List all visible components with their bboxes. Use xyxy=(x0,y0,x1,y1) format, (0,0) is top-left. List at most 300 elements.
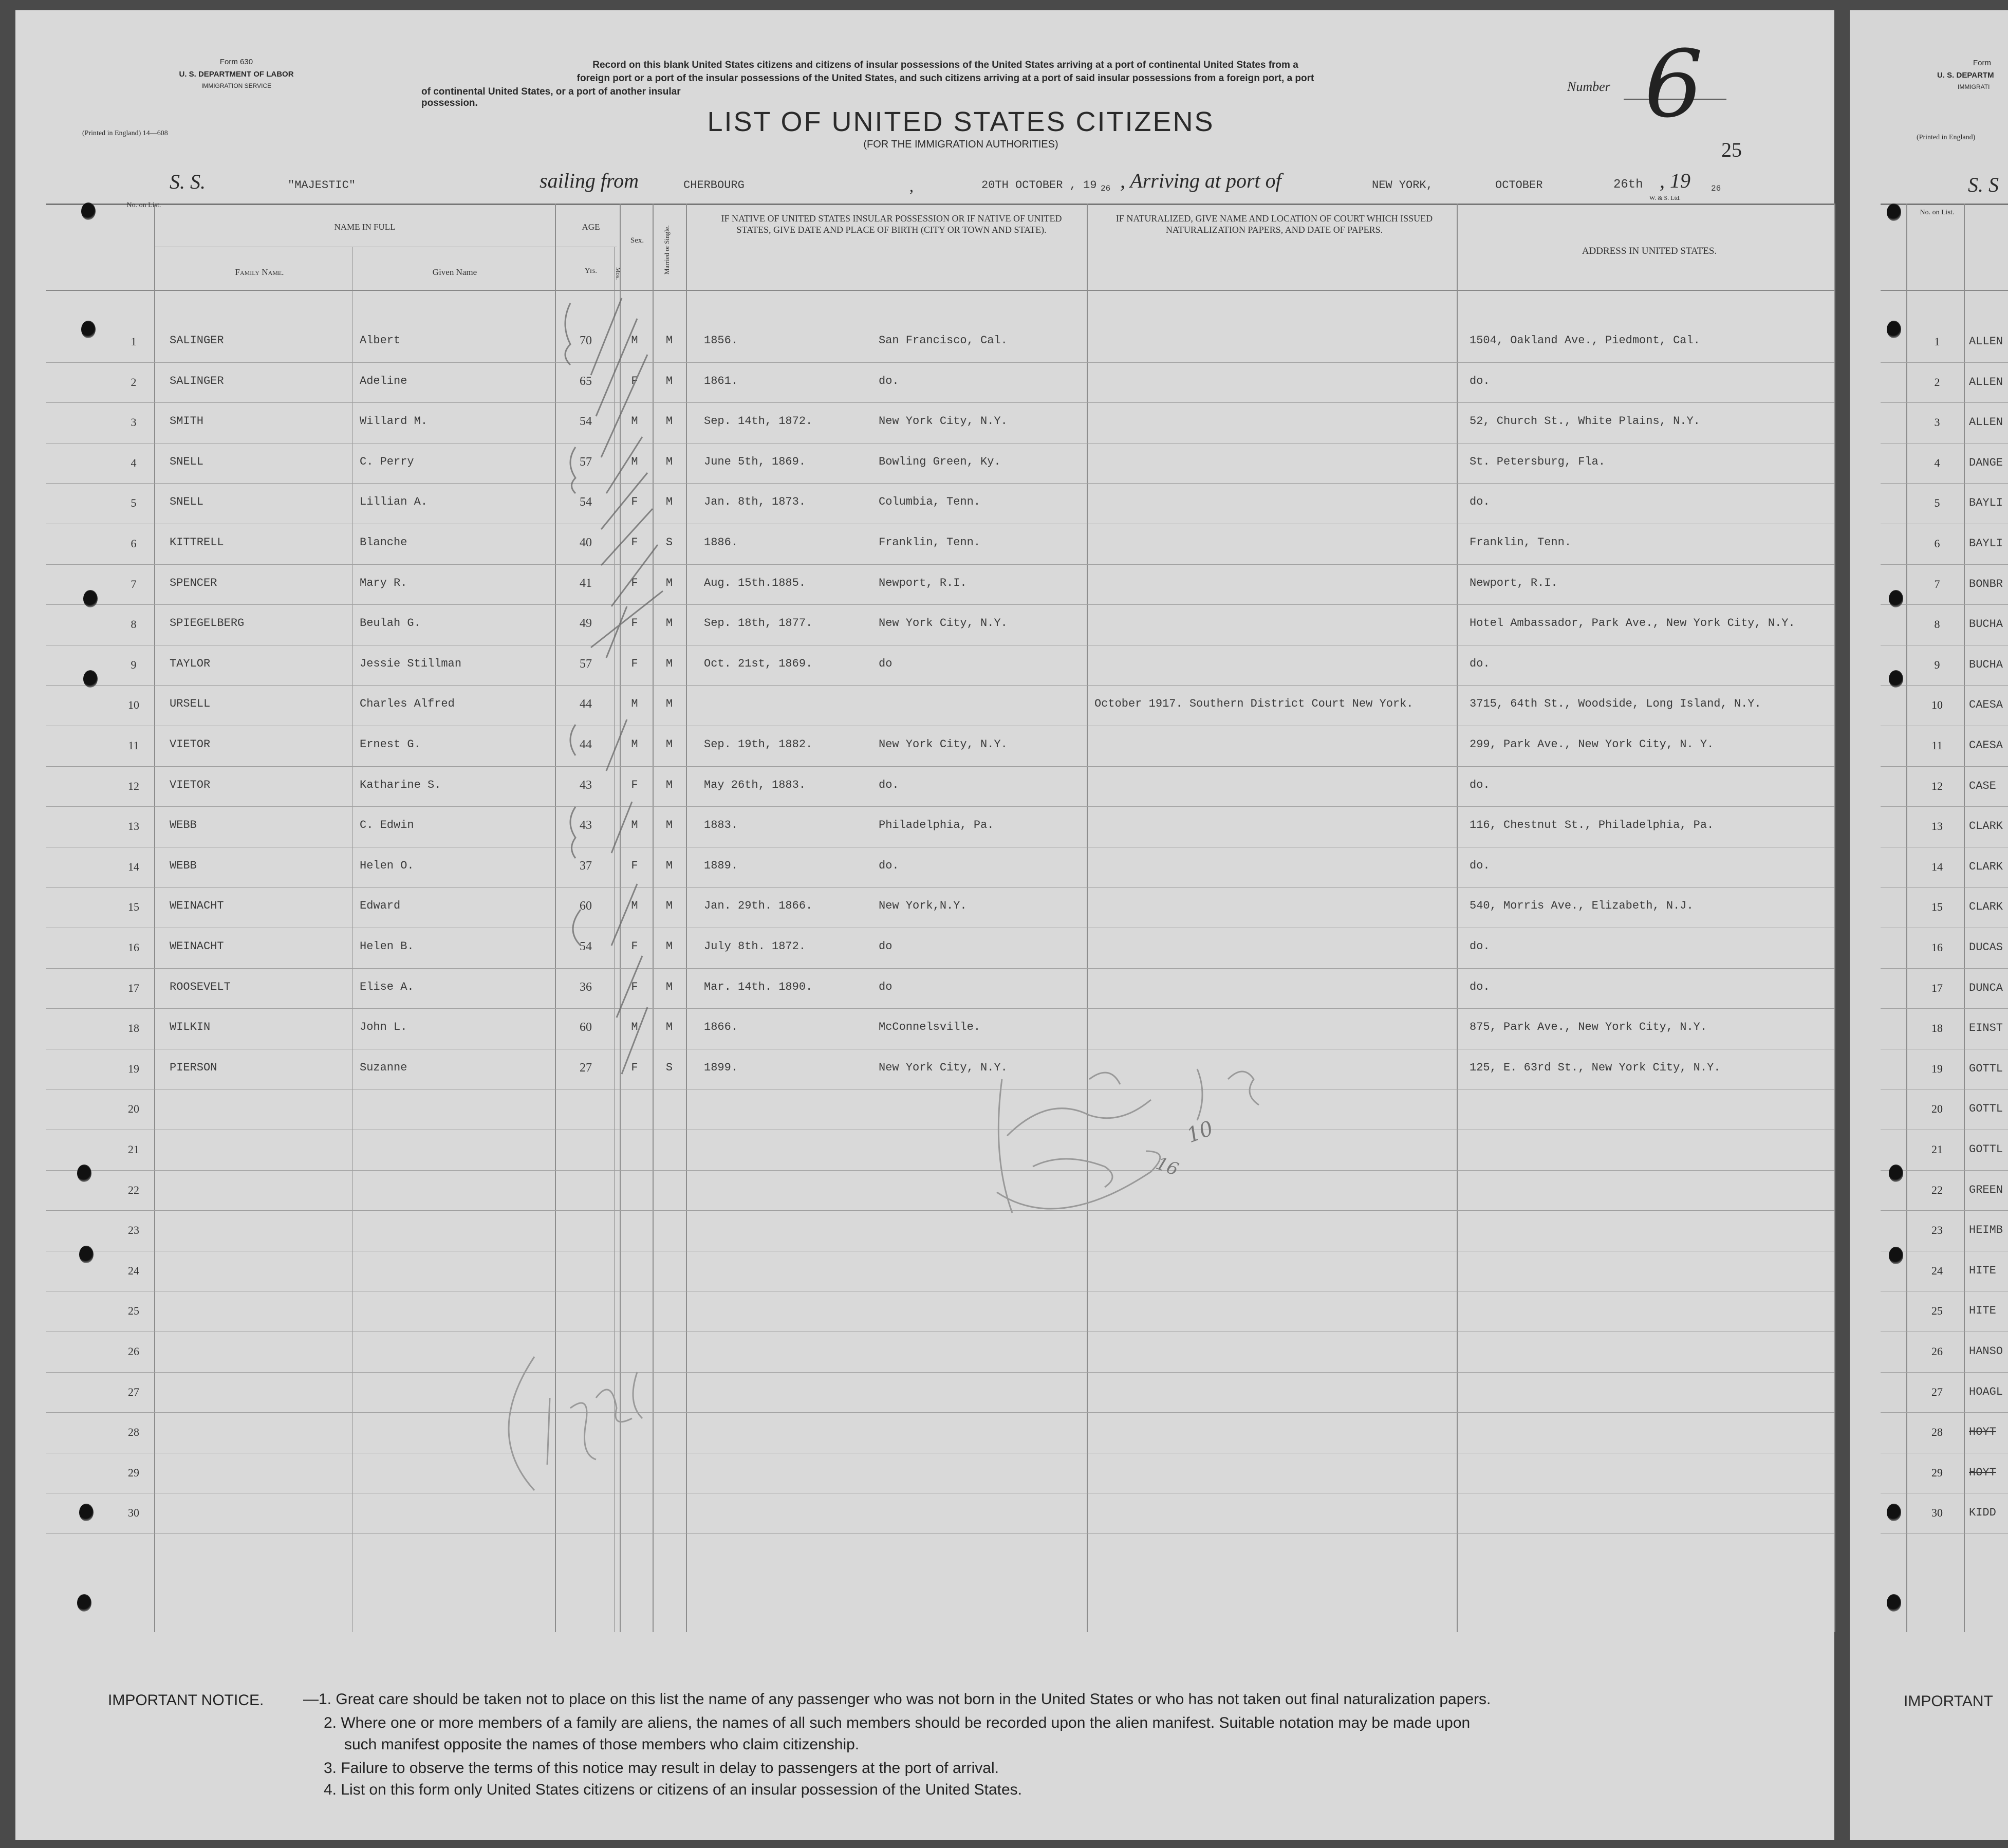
cell-sex: F xyxy=(631,536,638,549)
cell-place: Philadelphia, Pa. xyxy=(879,819,994,832)
header-naturalized: IF NATURALIZED, GIVE NAME AND LOCATION OF COURT WHICH ISSUED NATURALIZATION PAPERS, AND DATE OF PAPERS. xyxy=(1115,213,1433,235)
cell-addr: do. xyxy=(1470,980,1490,993)
adj-row-number: 23 xyxy=(1931,1224,1943,1237)
cell-date: June 5th, 1869. xyxy=(704,455,806,468)
cell-addr: do. xyxy=(1470,495,1490,509)
adj-family-name: CLARK xyxy=(1969,900,2003,914)
cell-date: Sep. 19th, 1882. xyxy=(704,738,813,751)
adj-row-number: 28 xyxy=(1931,1426,1943,1439)
adj-row-number: 24 xyxy=(1931,1264,1943,1277)
cell-addr: 116, Chestnut St., Philadelphia, Pa. xyxy=(1470,819,1714,832)
punch-hole xyxy=(1889,1247,1903,1264)
cell-given: John L. xyxy=(360,1021,407,1034)
adj-row-number: 3 xyxy=(1934,416,1940,429)
cell-family: WEBB xyxy=(170,859,197,872)
cell-family: SPIEGELBERG xyxy=(170,617,245,630)
cell-ms: M xyxy=(665,495,673,509)
cell-given: Helen O. xyxy=(360,859,414,872)
row-number: 26 xyxy=(128,1345,139,1358)
adj-row-number: 19 xyxy=(1931,1062,1943,1075)
row-number: 20 xyxy=(128,1102,139,1116)
header-address: ADDRESS IN UNITED STATES. xyxy=(1582,246,1717,256)
arrival-year-label: , 19 xyxy=(1660,169,1690,192)
table-row xyxy=(15,1334,1834,1373)
table-row xyxy=(15,606,1834,645)
table-row xyxy=(15,889,1834,928)
cell-place: Newport, R.I. xyxy=(879,576,967,589)
cell-given: Albert xyxy=(360,334,401,347)
adj-family-name: CASE xyxy=(1969,779,1996,792)
cell-ms: M xyxy=(665,980,673,993)
cell-sex: M xyxy=(631,899,638,913)
cell-place: New York City, N.Y. xyxy=(879,617,1008,630)
cell-sex: F xyxy=(631,657,638,670)
cell-given: Ernest G. xyxy=(360,738,421,751)
header-native: IF NATIVE OF UNITED STATES INSULAR POSSESSION OR IF NATIVE OF UNITED STATES, GIVE DATE AND PLACE OF BIRTH (CITY OR TOWN AND STATE). xyxy=(721,213,1062,235)
adj-row-number: 18 xyxy=(1931,1022,1943,1035)
cell-sex: M xyxy=(631,455,638,468)
cell-ms: M xyxy=(665,1021,673,1034)
record-text-1: Record on this blank United States citizens and citizens of insular possessions of the United States arriving at a port of continental United States from a xyxy=(592,60,1298,70)
table-row xyxy=(15,1253,1834,1292)
adj-row-number: 21 xyxy=(1931,1143,1943,1156)
cell-sex: M xyxy=(631,415,638,428)
cell-family: WEBB xyxy=(170,819,197,832)
cell-age: 70 xyxy=(580,334,592,347)
cell-date: May 26th, 1883. xyxy=(704,778,806,791)
adj-family-name: CLARK xyxy=(1969,820,2003,833)
table-top-rule xyxy=(46,204,1834,205)
table-row xyxy=(15,526,1834,565)
adj-row-number: 15 xyxy=(1931,900,1943,914)
ss-label: S. S. xyxy=(170,170,206,193)
cell-family: TAYLOR xyxy=(170,657,211,670)
printed-note: (Printed in England) 14—608 xyxy=(82,130,168,137)
row-number: 27 xyxy=(128,1385,139,1398)
arrival-month: OCTOBER xyxy=(1495,179,1543,192)
table-row xyxy=(15,930,1834,969)
table-row xyxy=(15,1172,1834,1211)
cell-addr: St. Petersburg, Fla. xyxy=(1470,455,1606,468)
cell-sex: F xyxy=(631,576,638,589)
cell-date: 1866. xyxy=(704,1021,738,1034)
cell-sex: M xyxy=(631,738,638,751)
cell-given: Jessie Stillman xyxy=(360,657,462,670)
adj-family-name: CAESA xyxy=(1969,739,2003,752)
cell-age: 57 xyxy=(580,657,592,671)
punch-hole xyxy=(1887,321,1901,338)
cell-given: Mary R. xyxy=(360,576,407,589)
cell-addr: 125, E. 63rd St., New York City, N.Y. xyxy=(1470,1061,1721,1074)
header-no: No. on List. xyxy=(126,201,161,209)
adj-row-number: 6 xyxy=(1934,537,1940,550)
form-number: Form 630 xyxy=(219,58,253,66)
adj-service: IMMIGRATI xyxy=(1958,83,1990,90)
cell-family: KITTRELL xyxy=(170,536,224,549)
adj-no-header: No. on List. xyxy=(1920,209,1955,216)
cell-date: Sep. 14th, 1872. xyxy=(704,415,813,428)
cell-place: McConnelsville. xyxy=(879,1021,981,1034)
signature-scribble xyxy=(981,1048,1315,1264)
table-header-rule xyxy=(46,290,1834,291)
row-number: 8 xyxy=(131,618,137,631)
cell-addr: 1504, Oakland Ave., Piedmont, Cal. xyxy=(1470,334,1700,347)
cell-sex: M xyxy=(631,334,638,347)
cell-addr: do. xyxy=(1470,374,1490,387)
cell-age: 49 xyxy=(580,617,592,631)
cell-date: 1886. xyxy=(704,536,738,549)
cell-addr: do. xyxy=(1470,778,1490,791)
adj-row-number: 20 xyxy=(1931,1102,1943,1116)
cell-ms: S xyxy=(665,536,673,549)
arrival-port: NEW YORK, xyxy=(1372,179,1433,192)
adj-row-number: 10 xyxy=(1931,698,1943,712)
cell-sex: F xyxy=(631,617,638,630)
adj-dept: U. S. DEPARTM xyxy=(1937,71,1994,80)
cell-ms: M xyxy=(665,617,673,630)
cell-given: Blanche xyxy=(360,536,407,549)
adj-family-name: ALLEN xyxy=(1969,375,2003,389)
adj-row-number: 25 xyxy=(1931,1304,1943,1318)
cell-sex: F xyxy=(631,940,638,953)
page-subtitle: (FOR THE IMMIGRATION AUTHORITIES) xyxy=(863,139,1058,150)
cell-given: Katharine S. xyxy=(360,778,441,791)
cell-date: 1861. xyxy=(704,374,738,387)
cell-family: SPENCER xyxy=(170,576,217,589)
cell-sex: F xyxy=(631,374,638,387)
cell-addr: Newport, R.I. xyxy=(1470,576,1558,589)
adj-notice: IMPORTANT xyxy=(1904,1693,1993,1710)
table-row xyxy=(15,1374,1834,1413)
cell-given: C. Edwin xyxy=(360,819,414,832)
cell-age: 41 xyxy=(580,576,592,590)
cell-ms: M xyxy=(665,374,673,387)
header-given: Given Name xyxy=(432,267,477,277)
table-row xyxy=(15,1495,1834,1534)
table-row xyxy=(15,1293,1834,1332)
adj-ss: S. S xyxy=(1968,173,1999,196)
adj-family-name: HANSO xyxy=(1969,1345,2003,1358)
row-number: 17 xyxy=(128,981,139,994)
service: IMMIGRATION SERVICE xyxy=(201,82,272,89)
cell-given: Beulah G. xyxy=(360,617,421,630)
cell-age: 54 xyxy=(580,940,592,953)
punch-hole xyxy=(1887,1504,1901,1521)
count-scribble xyxy=(493,1326,658,1511)
punch-hole xyxy=(79,1504,94,1521)
row-number: 10 xyxy=(128,698,139,712)
row-number: 14 xyxy=(128,860,139,873)
cell-age: 54 xyxy=(580,495,592,509)
cell-addr: 52, Church St., White Plains, N.Y. xyxy=(1470,415,1700,428)
cell-place: do xyxy=(879,980,893,993)
notice-line-4: 4. List on this form only United States citizens or citizens of an insular possession of the United States. xyxy=(324,1781,1022,1798)
adj-family-name: EINST xyxy=(1969,1022,2003,1035)
table-row xyxy=(15,324,1834,363)
adj-row-number: 9 xyxy=(1934,658,1940,671)
table-row xyxy=(15,1091,1834,1130)
cell-family: SNELL xyxy=(170,455,204,468)
punch-hole xyxy=(83,670,98,688)
cell-sex: F xyxy=(631,495,638,509)
table-row xyxy=(15,404,1834,443)
list-number: 6 xyxy=(1644,31,1703,138)
sailing-year: 26 xyxy=(1101,184,1111,193)
cell-date: July 8th. 1872. xyxy=(704,940,806,953)
adj-row-number: 13 xyxy=(1931,820,1943,833)
cell-place: do xyxy=(879,657,893,670)
punch-hole xyxy=(77,1594,91,1612)
cell-given: Helen B. xyxy=(360,940,414,953)
cell-age: 43 xyxy=(580,778,592,792)
cell-addr: do. xyxy=(1470,859,1490,872)
row-number: 19 xyxy=(128,1062,139,1075)
adj-family-name: HEIMB xyxy=(1969,1224,2003,1237)
cell-place: New York,N.Y. xyxy=(879,899,967,913)
row-number: 13 xyxy=(128,820,139,833)
cell-date: Mar. 14th. 1890. xyxy=(704,980,813,993)
cell-sex: M xyxy=(631,819,638,832)
punch-hole xyxy=(79,1246,94,1263)
cell-family: ROOSEVELT xyxy=(170,980,231,993)
cell-family: SALINGER xyxy=(170,334,224,347)
adj-family-name: ALLEN xyxy=(1969,416,2003,429)
table-row xyxy=(15,1212,1834,1251)
cell-addr: 299, Park Ave., New York City, N. Y. xyxy=(1470,738,1714,751)
cell-ms: M xyxy=(665,455,673,468)
cell-family: WILKIN xyxy=(170,1021,211,1034)
cell-place: New York City, N.Y. xyxy=(879,1061,1008,1074)
notice-line-2: 2. Where one or more members of a family are aliens, the names of all such members should be recorded upon the alien manifest. Suitable notation may be made upon xyxy=(324,1714,1471,1731)
adj-row-number: 22 xyxy=(1931,1183,1943,1196)
cell-ms: M xyxy=(665,940,673,953)
adj-family-name: DUCAS xyxy=(1969,941,2003,954)
cell-ms: M xyxy=(665,778,673,791)
row-number: 16 xyxy=(128,941,139,954)
cell-age: 54 xyxy=(580,415,592,429)
cell-age: 65 xyxy=(580,374,592,388)
adjacent-page xyxy=(1850,10,2008,1840)
row-number: 28 xyxy=(128,1426,139,1439)
row-number: 7 xyxy=(131,577,137,590)
table-row xyxy=(15,768,1834,807)
header-yrs: Yrs. xyxy=(585,267,597,275)
arrival-day: 26th xyxy=(1613,178,1643,192)
table-row xyxy=(15,445,1834,484)
adj-family-name: GREEN xyxy=(1969,1183,2003,1196)
cell-nat: October 1917. Southern District Court New York. xyxy=(1094,697,1414,711)
adj-row-number: 5 xyxy=(1934,496,1940,510)
cell-ms: M xyxy=(665,697,673,711)
page-title: LIST OF UNITED STATES CITIZENS xyxy=(707,106,1215,137)
adj-family-name: BAYLI xyxy=(1969,537,2003,550)
cell-ms: M xyxy=(665,657,673,670)
cell-ms: M xyxy=(665,859,673,872)
table-row xyxy=(15,728,1834,767)
adj-row-number: 7 xyxy=(1934,577,1940,590)
cell-place: Franklin, Tenn. xyxy=(879,536,981,549)
row-number: 11 xyxy=(128,739,139,752)
cell-place: Bowling Green, Ky. xyxy=(879,455,1001,468)
row-number: 25 xyxy=(128,1304,139,1318)
table-row xyxy=(15,849,1834,888)
arrival-year: 26 xyxy=(1711,184,1721,193)
page-number: 25 xyxy=(1721,138,1742,161)
cell-date: 1883. xyxy=(704,819,738,832)
row-number: 9 xyxy=(131,658,137,671)
cell-place: Columbia, Tenn. xyxy=(879,495,981,509)
cell-given: Lillian A. xyxy=(360,495,428,509)
cell-family: SALINGER xyxy=(170,374,224,387)
punch-hole xyxy=(81,321,96,338)
adj-row-number: 1 xyxy=(1934,335,1940,348)
adj-row-number: 8 xyxy=(1934,618,1940,631)
cell-ms: M xyxy=(665,334,673,347)
number-label: Number xyxy=(1567,79,1610,94)
adj-row-number: 27 xyxy=(1931,1385,1943,1398)
row-number: 3 xyxy=(131,416,137,429)
from-port: CHERBOURG xyxy=(683,179,745,192)
cell-given: C. Perry xyxy=(360,455,414,468)
cell-age: 36 xyxy=(580,980,592,994)
adj-row-number: 4 xyxy=(1934,456,1940,469)
adj-row-number: 14 xyxy=(1931,860,1943,873)
cell-family: PIERSON xyxy=(170,1061,217,1074)
adj-family-name: DANGE xyxy=(1969,456,2003,469)
record-text-3: of continental United States, or a port of another insular possession. xyxy=(421,86,681,108)
punch-hole xyxy=(1889,670,1903,688)
cell-age: 44 xyxy=(580,697,592,711)
header-married: Married or Single. xyxy=(663,225,671,274)
cell-date: Jan. 29th. 1866. xyxy=(704,899,813,913)
adj-family-name: CAESA xyxy=(1969,698,2003,712)
table-row xyxy=(15,1455,1834,1494)
cell-place: do xyxy=(879,940,893,953)
row-number: 12 xyxy=(128,779,139,792)
cell-ms: M xyxy=(665,819,673,832)
department: U. S. DEPARTMENT OF LABOR xyxy=(179,70,294,79)
adj-family-name: HITE xyxy=(1969,1304,1996,1318)
adj-family-name: BONBR xyxy=(1969,577,2003,590)
cell-date: 1889. xyxy=(704,859,738,872)
printer-mark: W. & S. Ltd. xyxy=(1649,194,1681,201)
cell-date: Sep. 18th, 1877. xyxy=(704,617,813,630)
punch-hole xyxy=(1887,1594,1901,1612)
table-row xyxy=(15,1414,1834,1453)
arriving-label: , Arriving at port of xyxy=(1120,169,1281,192)
adj-row-number: 17 xyxy=(1931,981,1943,994)
table-row xyxy=(15,566,1834,605)
adj-family-name: KIDD xyxy=(1969,1506,1996,1520)
cell-age: 37 xyxy=(580,859,592,873)
cell-place: New York City, N.Y. xyxy=(879,738,1008,751)
cell-date: 1899. xyxy=(704,1061,738,1074)
header-family: Family Name. xyxy=(235,267,284,277)
table-row xyxy=(15,647,1834,686)
table-row xyxy=(15,1010,1834,1049)
cell-age: 57 xyxy=(580,455,592,469)
cell-family: WEINACHT xyxy=(170,940,224,953)
cell-ms: M xyxy=(665,738,673,751)
notice-line-1: —1. Great care should be taken not to place on this list the name of any passenger who was not born in the United States or who has not taken out final naturalization papers. xyxy=(303,1691,1491,1708)
cell-family: VIETOR xyxy=(170,738,211,751)
cell-addr: 3715, 64th St., Woodside, Long Island, N.Y. xyxy=(1470,697,1761,711)
cell-addr: Hotel Ambassador, Park Ave., New York City, N.Y. xyxy=(1470,617,1795,630)
adj-family-name: GOTTL xyxy=(1969,1143,2003,1156)
punch-hole xyxy=(1889,1165,1903,1182)
adj-family-name: BUCHA xyxy=(1969,618,2003,631)
cell-sex: M xyxy=(631,1021,638,1034)
table-row xyxy=(15,485,1834,524)
header-sex: Sex. xyxy=(630,236,644,245)
row-number: 5 xyxy=(131,496,137,510)
cell-addr: 875, Park Ave., New York City, N.Y. xyxy=(1470,1021,1707,1034)
adj-printed: (Printed in England) xyxy=(1917,134,1976,141)
header-name: NAME IN FULL xyxy=(334,222,396,232)
cell-date: Oct. 21st, 1869. xyxy=(704,657,813,670)
cell-sex: F xyxy=(631,778,638,791)
adj-row-number: 11 xyxy=(1931,739,1943,752)
record-text-2: foreign port or a port of the insular possessions of the United States, and such citizens arriving at a port of said insular possessions from a foreign port, a port xyxy=(577,73,1314,84)
table-row xyxy=(15,1132,1834,1171)
adj-family-name: ALLEN xyxy=(1969,335,2003,348)
cell-age: 44 xyxy=(580,738,592,751)
adj-row-number: 26 xyxy=(1931,1345,1943,1358)
cell-given: Willard M. xyxy=(360,415,428,428)
cell-addr: do. xyxy=(1470,657,1490,670)
cell-ms: M xyxy=(665,415,673,428)
cell-family: WEINACHT xyxy=(170,899,224,913)
cell-ms: S xyxy=(665,1061,673,1074)
cell-given: Edward xyxy=(360,899,401,913)
row-number: 30 xyxy=(128,1506,139,1520)
manifest-page: Form 630 U. S. DEPARTMENT OF LABOR IMMIGRATION SERVICE (Printed in England) 14—608 Record on this blank United States citizens and citizens of insular possessions of the United States arriving at a port of continental United States from a foreign port or a port of the insular possessions of the United States, and such citizens arriving at a port of said insular possessions from a foreign port, a port of continental United States, or a port of another insular possession. LIST OF UNITED STATES CITIZENS (FOR THE IMMIGRATION AUTHORITIES) Number 6 25 S. S. "MAJESTIC" sailing from CHERBOURG , 20TH OCTOBER , 19 26 , Arriving at port of NEW YORK, OCTOBER 26th , 19 26 W. & S. Ltd. No. on List. NAME IN FULL Family Name. Given Name AGE Yrs. Mos. Sex. Married or Single. IF NATIVE OF UNITED STATES INSULAR POSSESSION OR IF NATIVE OF UNITED STATES, GIVE DATE AND PLACE OF BIRTH (CITY OR TOWN AND STATE). IF NATURALIZED, GIVE NAME AND LOCATION OF COURT WHICH ISSUED NATURALIZATION PAPERS, AND DATE OF PAPERS. ADDRESS IN UNITED STATES. 1 SALINGER Albert 70 M M 1856. San Francisco, Cal. 1504, Oakland Ave., Piedmont, Cal. 2 SALINGER Adeline 65 F M 1861. do. do. 3 SMITH Willard M. 54 M M Sep. 14th, 1872. New York City, N.Y. 52, Church St., White Plains, N.Y. 4 SNELL C. Perry 57 M M June 5th, 1869. Bowling Green, Ky. St. Petersburg, Fla. 5 SNELL Lillian A. 54 F M Jan. 8th, 1873. Columbia, Tenn. do. 6 KITTRELL Blanche 40 F S 1886. Franklin, Tenn. Franklin, Tenn. 7 SPENCER Mary R. 41 F M Aug. 15th.1885. Newport, R.I. Newport, R.I. 8 SPIEGELBERG Beulah G. 49 F M Sep. 18th, 1877. New York City, N.Y. Hotel Ambassador, Park Ave., New York City, N.Y. 9 TAYLOR Jessie Stillman 57 F M Oct. 21st, 1869. do do. 10 URSELL Charles Alfred 44 M M October 1917. Southern District Court New York. 3715, 64th St., Woodside, Long Island, N.Y. 11 VIETOR Ernest G. 44 M M Sep. 19th, 1882. New York City, N.Y. 299, Park Ave., New York City, N. Y. 12 VIETOR Katharine S. 43 F M May 26th, 1883. do. do. 13 WEBB C. Edwin 43 M M 1883. Philadelphia, Pa. 116, Chestnut St., Philadelphia, Pa. 14 WEBB Helen O. 37 F M 1889. do. do. 15 WEINACHT Edward 60 M M Jan. 29th. 1866. New York,N.Y. 540, Morris Ave., Elizabeth, N.J. 16 WEINACHT Helen B. 54 F M July 8th. 1872. do do. 17 ROOSEVELT Elise A. 36 F M Mar. 14th. 1890. do do. 18 WILKIN John L. 60 M M 1866. McConnelsville. 875, Park Ave., New York City, N.Y. 19 PIERSON Suzanne 27 F S 1899. New York City, N.Y. 125, E. 63rd St., New York City, N.Y. 20 21 22 23 24 25 26 27 28 29 30 10 16 IMPORTANT NOTICE. —1. Great care should be taken not to place on this list the name of any passenger who was not born in the United States or who has not taken out final naturalization papers. 2. Where one or more members of a family are aliens, the names of all such members should be recorded upon the alien manifest. Suitable notation may be made upon such manifest opposite the names of those members who claim citizenship. 3. Failure to observe the terms of this notice may result in delay to passengers at the port of arrival. 4. List on this form only United States citizens or citizens of an insular possession of the United States. xyxy=(15,10,1834,1840)
adj-family-name: DUNCA xyxy=(1969,981,2003,994)
cell-age: 43 xyxy=(580,819,592,833)
row-number: 21 xyxy=(128,1143,139,1156)
cell-place: do. xyxy=(879,778,899,791)
cell-sex: F xyxy=(631,1061,638,1074)
row-number: 23 xyxy=(128,1224,139,1237)
row-number: 29 xyxy=(128,1466,139,1479)
header-mos: Mos. xyxy=(615,267,622,280)
cell-age: 40 xyxy=(580,536,592,549)
cell-sex: M xyxy=(631,697,638,711)
notice-line-3: 3. Failure to observe the terms of this notice may result in delay to passengers at the port of arrival. xyxy=(324,1760,999,1777)
cell-addr: Franklin, Tenn. xyxy=(1470,536,1572,549)
row-number: 22 xyxy=(128,1183,139,1196)
punch-hole xyxy=(1889,590,1903,607)
adj-family-name: BUCHA xyxy=(1969,658,2003,671)
cell-given: Elise A. xyxy=(360,980,414,993)
adj-row-number: 30 xyxy=(1931,1506,1943,1520)
cell-given: Adeline xyxy=(360,374,407,387)
cell-sex: F xyxy=(631,859,638,872)
ship-name: "MAJESTIC" xyxy=(288,179,356,192)
row-number: 2 xyxy=(131,375,137,389)
adj-family-name: CLARK xyxy=(1969,860,2003,873)
cell-place: do. xyxy=(879,859,899,872)
header-age: AGE xyxy=(582,222,600,232)
row-number: 18 xyxy=(128,1022,139,1035)
cell-place: New York City, N.Y. xyxy=(879,415,1008,428)
cell-sex: F xyxy=(631,980,638,993)
adj-form: Form xyxy=(1973,59,1991,67)
cell-date: Jan. 8th, 1873. xyxy=(704,495,806,509)
table-row xyxy=(15,970,1834,1009)
adj-family-name: HITE xyxy=(1969,1264,1996,1277)
cell-date: Aug. 15th.1885. xyxy=(704,576,806,589)
